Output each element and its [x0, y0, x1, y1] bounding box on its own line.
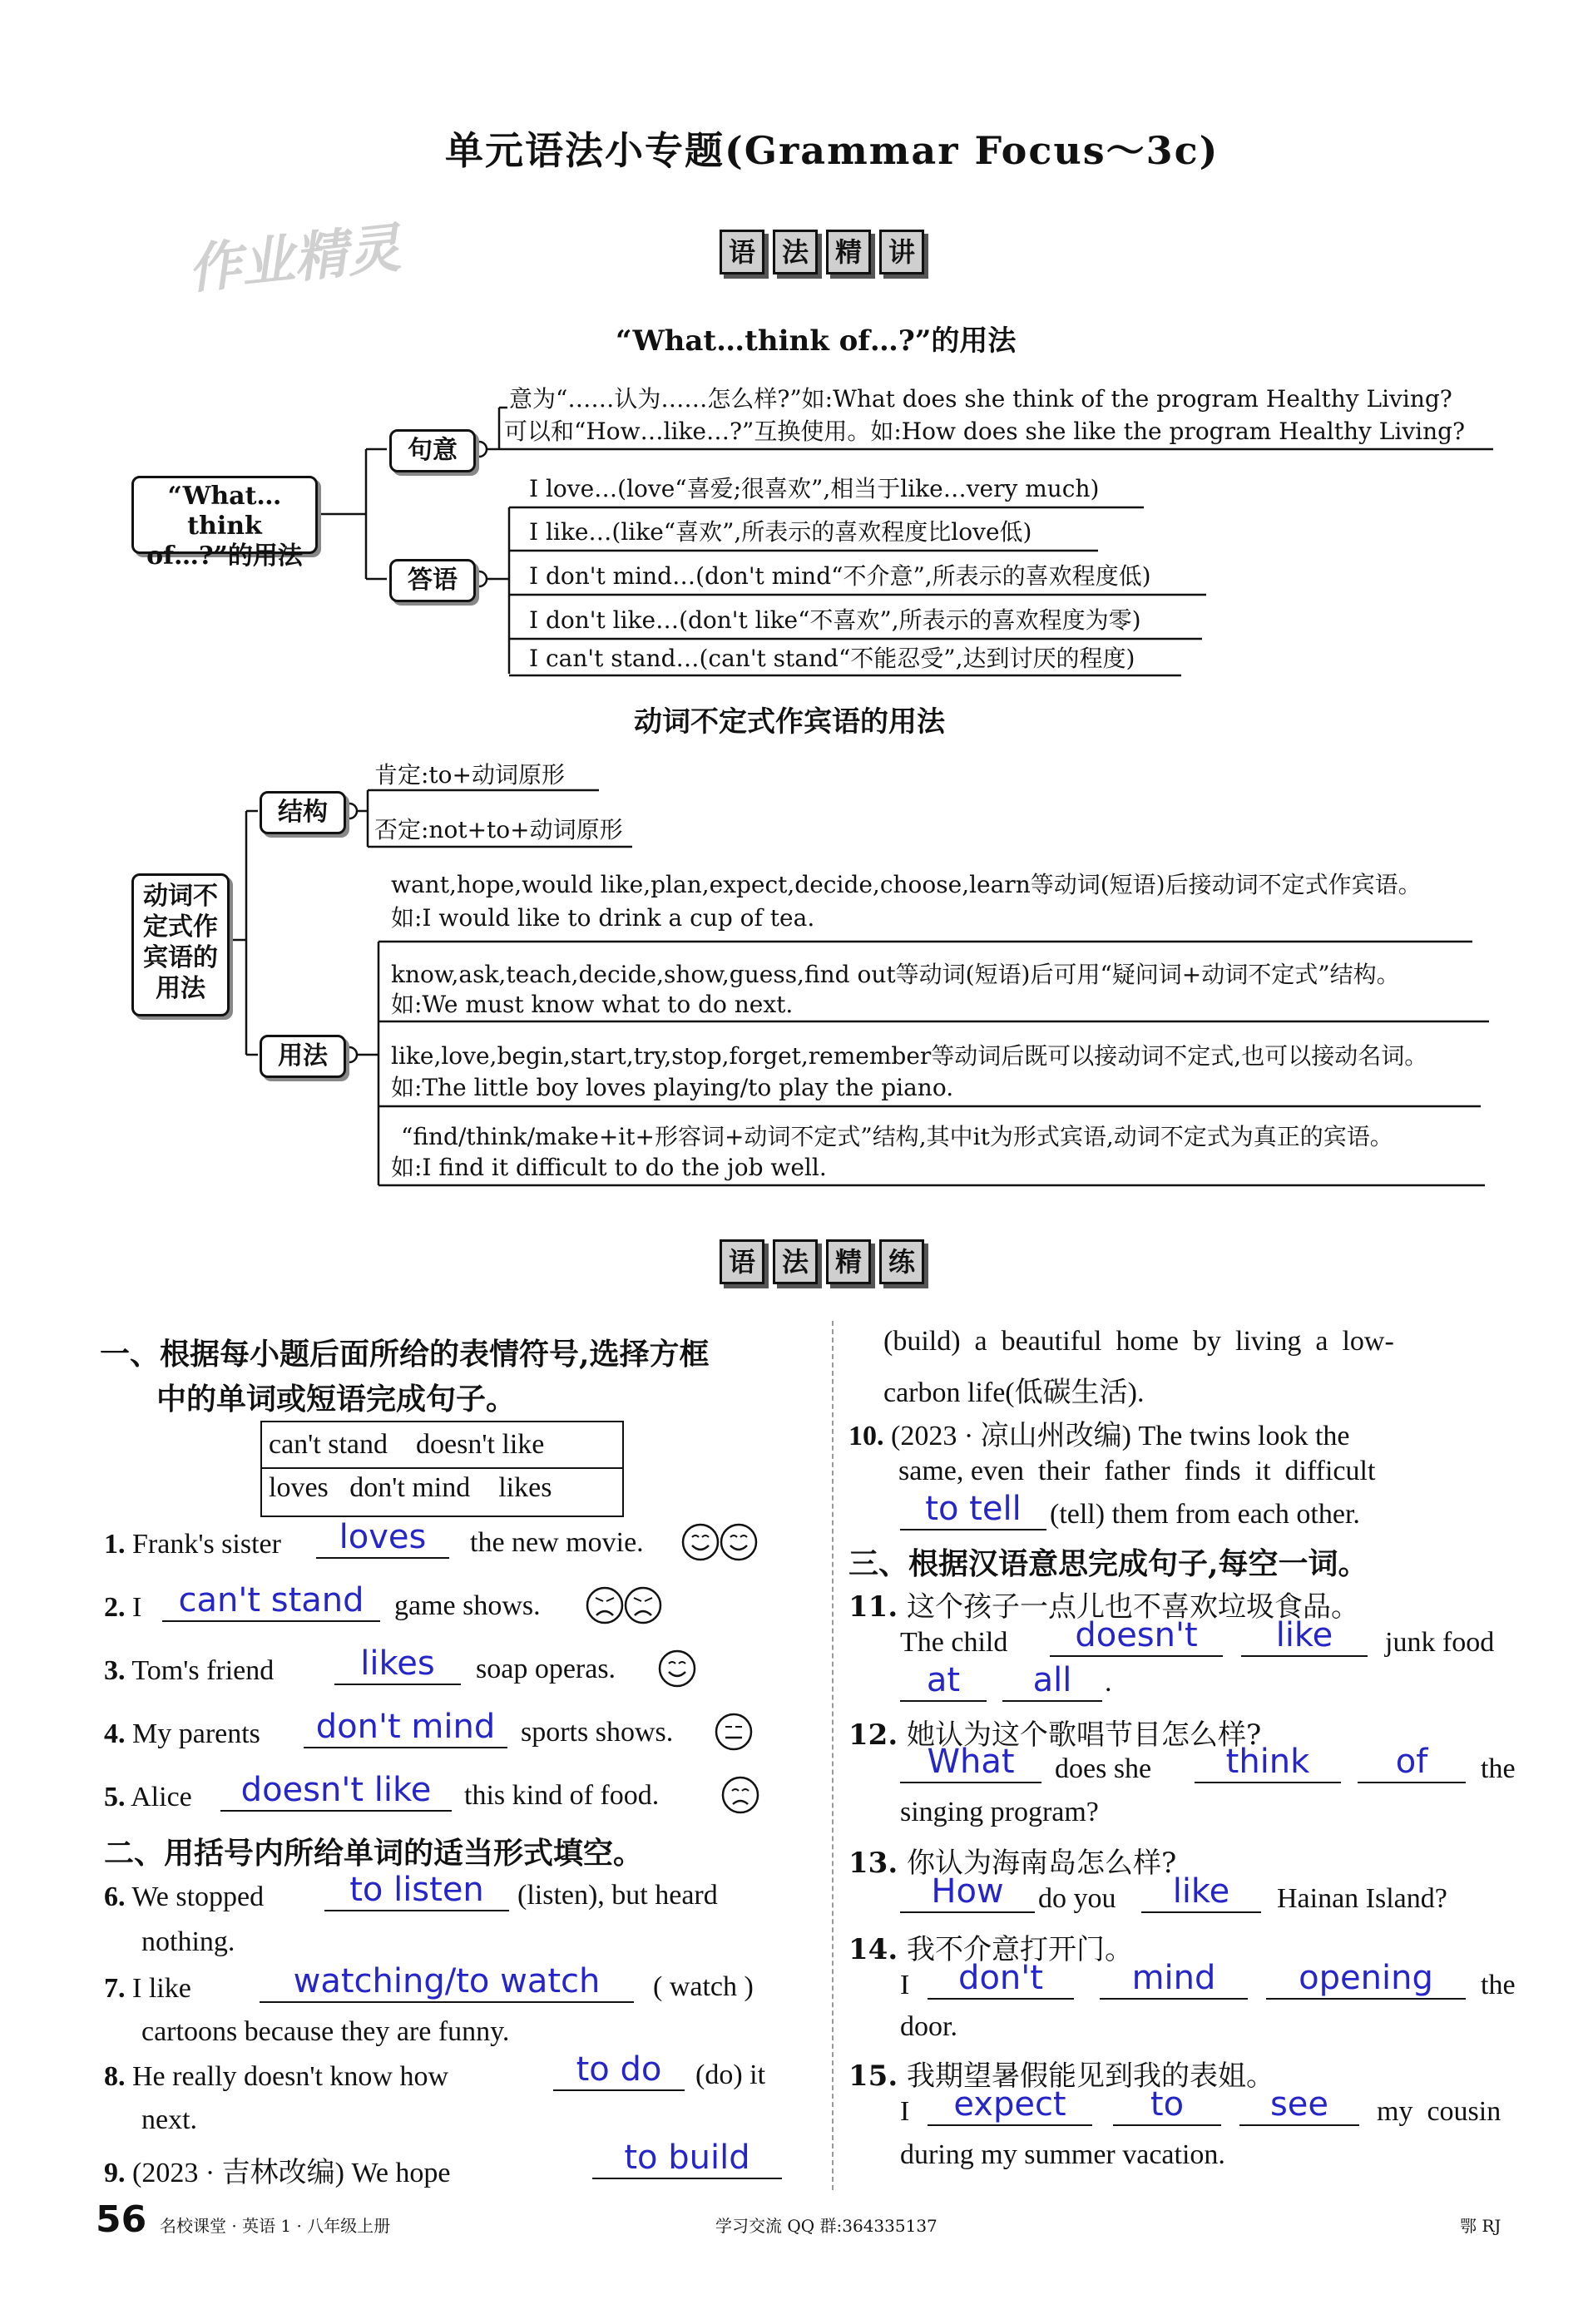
- question-4: [104, 1718, 260, 1750]
- usage-example: 如:I would like to drink a cup of tea.: [391, 904, 815, 932]
- q12-cont: singing program?: [900, 1797, 1099, 1827]
- usage-line: “find/think/make+it+形容词+动词不定式”结构,其中it为形式宾语,动词不定式为真正的宾语。: [401, 1123, 1393, 1150]
- q-text: Tom's friend: [131, 1655, 275, 1686]
- answer-blank-12a[interactable]: What: [900, 1743, 1041, 1783]
- structure-negative: 否定:not+to+动词原形: [374, 816, 623, 843]
- answer-blank-3[interactable]: likes: [334, 1645, 461, 1685]
- q12-post: the: [1481, 1753, 1516, 1784]
- structure-positive: 肯定:to+动词原形: [374, 761, 566, 789]
- answer-item: I love…(love“喜爱;很喜欢”,相当于like…very much): [529, 475, 1100, 502]
- usage-line: know,ask,teach,decide,show,guess,find out等动词(短语)后可用“疑问词+动词不定式”结构。: [391, 961, 1400, 988]
- header-char: 语: [720, 1239, 764, 1284]
- q6-cont: nothing.: [141, 1926, 235, 1957]
- header-char: 语: [720, 230, 764, 274]
- q-text: (2023 · 凉山州改编) The twins look the: [891, 1421, 1350, 1451]
- section-header-grammar-practice: [720, 1239, 924, 1284]
- q13-post: Hainan Island?: [1277, 1883, 1447, 1914]
- part3-heading: 三、根据汉语意思完成句子,每空一词。: [848, 1546, 1368, 1581]
- header-char: 讲: [879, 230, 924, 274]
- question-1: [104, 1529, 281, 1560]
- usage-example: 如:The little boy loves playing/to play the piano.: [391, 1074, 954, 1101]
- answer-blank-11a[interactable]: doesn't: [1050, 1617, 1223, 1657]
- branch-structure-node: 结构: [260, 791, 346, 834]
- part2-heading: 二、用括号内所给单词的适当形式填空。: [104, 1836, 644, 1871]
- q15-pre: I: [900, 2096, 910, 2127]
- answer-blank-13b[interactable]: like: [1141, 1873, 1261, 1913]
- question-6: [104, 1881, 264, 1913]
- q14-cont: door.: [900, 2011, 957, 2042]
- answer-blank-14a[interactable]: don't: [928, 1960, 1074, 2000]
- q-num: 5.: [104, 1782, 126, 1812]
- answer-blank-6[interactable]: to listen: [324, 1872, 509, 1911]
- answer-blank-14b[interactable]: mind: [1100, 1960, 1248, 2000]
- header-char: 精: [826, 230, 871, 274]
- answer-blank-5[interactable]: doesn't like: [220, 1772, 452, 1812]
- answer-blank-11d[interactable]: all: [1002, 1662, 1102, 1702]
- q1-tail: the new movie.: [470, 1527, 644, 1558]
- page-number: 56: [96, 2198, 147, 2241]
- q-text: I: [132, 1592, 142, 1623]
- q-num: 14.: [848, 1933, 898, 1966]
- q5-tail: this kind of food.: [464, 1780, 660, 1811]
- q-num: 15.: [848, 2059, 898, 2093]
- q-num: 3.: [104, 1655, 126, 1686]
- q-num: 13.: [848, 1847, 898, 1880]
- q-num: 7.: [104, 1973, 126, 2004]
- q3-tail: soap operas.: [476, 1654, 616, 1684]
- q-num: 12.: [848, 1718, 898, 1752]
- meaning-line-1: 意为“……认为……怎么样?”如:What does she think of the program Healthy Living?: [509, 385, 1452, 413]
- answer-blank-15c[interactable]: see: [1239, 2086, 1359, 2126]
- header-char: 精: [826, 1239, 871, 1284]
- q-cn: 我期望暑假能见到我的表姐。: [906, 2059, 1274, 2093]
- q-num: 8.: [104, 2061, 126, 2092]
- answer-blank-11c[interactable]: at: [900, 1662, 987, 1702]
- q-num: 1.: [104, 1529, 126, 1560]
- answer-blank-13a[interactable]: How: [900, 1873, 1035, 1913]
- q11-pre: The child: [900, 1627, 1008, 1658]
- happy-face-icon: [680, 1522, 720, 1562]
- q15-cont: during my summer vacation.: [900, 2139, 1225, 2170]
- branch-usage-node: 用法: [260, 1035, 346, 1078]
- page-title: 单元语法小专题(Grammar Focus～3c): [445, 128, 1219, 173]
- answer-blank-15a[interactable]: expect: [928, 2086, 1092, 2126]
- header-char: 练: [879, 1239, 924, 1284]
- usage-line: want,hope,would like,plan,expect,decide,choose,learn等动词(短语)后接动词不定式作宾语。: [391, 871, 1422, 898]
- q13-mid: do you: [1038, 1883, 1116, 1914]
- header-char: 法: [773, 1239, 818, 1284]
- word-box-row1: can't stand doesn't like: [269, 1429, 545, 1460]
- meaning-line-2: 可以和“How…like…?”互换使用。如:How does she like the program Healthy Living?: [504, 418, 1466, 445]
- part1-heading-line2: 中的单词或短语完成句子。: [156, 1382, 517, 1417]
- happy-face-icon: [719, 1522, 759, 1562]
- q-num: 2.: [104, 1592, 126, 1623]
- q-text: My parents: [132, 1718, 260, 1749]
- q-num: 9.: [104, 2158, 126, 2188]
- word-box-divider: [262, 1467, 622, 1469]
- topic1-heading: “What…think of…?”的用法: [616, 324, 1017, 358]
- word-box-row2: loves don't mind likes: [269, 1472, 552, 1503]
- question-3: [104, 1655, 274, 1687]
- word-box: [260, 1421, 624, 1517]
- q9-cont2: carbon life(低碳生活).: [883, 1377, 1145, 1408]
- answer-blank-12c[interactable]: of: [1358, 1743, 1466, 1783]
- q-text: He really doesn't know how: [132, 2061, 449, 2092]
- column-divider: [832, 1321, 834, 2190]
- watermark: 作业精灵: [185, 216, 403, 302]
- header-char: 法: [773, 230, 818, 274]
- q-cn: 这个孩子一点儿也不喜欢垃圾食品。: [906, 1590, 1359, 1624]
- answer-blank-11b[interactable]: like: [1241, 1617, 1368, 1657]
- q7-tail: ( watch ): [653, 1971, 754, 2002]
- usage-example: 如:We must know what to do next.: [391, 991, 794, 1018]
- branch-meaning-node: 句意: [389, 429, 476, 472]
- q9-cont: (build) a beautiful home by living a low-: [883, 1326, 1394, 1357]
- q-text: Frank's sister: [132, 1529, 281, 1560]
- answer-item: I can't stand…(can't stand“不能忍受”,达到讨厌的程度): [529, 645, 1135, 672]
- q-num: 6.: [104, 1881, 126, 1912]
- q15-post: my cousin: [1377, 2096, 1501, 2127]
- answer-blank-7[interactable]: watching/to watch: [260, 1963, 634, 2003]
- q-cn: 她认为这个歌唱节目怎么样?: [906, 1718, 1262, 1752]
- answer-blank-9[interactable]: to build: [592, 2139, 782, 2179]
- answer-item: I don't like…(don't like“不喜欢”,所表示的喜欢程度为零): [529, 606, 1141, 634]
- unhappy-face-icon: [623, 1585, 663, 1625]
- footer-qq-group: 学习交流 QQ 群:364335137: [715, 2216, 937, 2236]
- usage-example: 如:I find it difficult to do the job well.: [391, 1154, 827, 1181]
- answer-blank-4[interactable]: don't mind: [304, 1708, 507, 1748]
- usage-line: like,love,begin,start,try,stop,forget,remember等动词后既可以接动词不定式,也可以接动名词。: [391, 1042, 1428, 1070]
- footer-edition: 鄂 RJ: [1460, 2216, 1501, 2236]
- q-cn: 你认为海南岛怎么样?: [906, 1847, 1177, 1880]
- question-8: [104, 2061, 448, 2093]
- q-text: I like: [132, 1973, 191, 2004]
- question-5: [104, 1782, 192, 1813]
- q8-tail: (do) it: [695, 2059, 766, 2090]
- neutral-face-icon: [714, 1712, 754, 1752]
- question-2: [104, 1592, 141, 1624]
- answer-blank-14c[interactable]: opening: [1266, 1960, 1466, 2000]
- branch-answer-node: 答语: [389, 559, 476, 602]
- q6-tail: (listen), but heard: [517, 1880, 718, 1911]
- answer-blank-1[interactable]: loves: [316, 1519, 449, 1559]
- q-text: (2023 · 吉林改编) We hope: [132, 2158, 451, 2188]
- unhappy-face-icon: [585, 1585, 625, 1625]
- answer-blank-15b[interactable]: to: [1113, 2086, 1221, 2126]
- happy-face-icon: [657, 1649, 697, 1689]
- q8-cont: next.: [141, 2104, 198, 2135]
- answer-blank-10[interactable]: to tell: [900, 1491, 1046, 1530]
- answer-item: I like…(like“喜欢”,所表示的喜欢程度比love低): [529, 518, 1032, 546]
- part1-heading-line1: 一、根据每小题后面所给的表情符号,选择方框: [100, 1337, 710, 1372]
- answer-blank-12b[interactable]: think: [1195, 1743, 1341, 1783]
- q11-end: .: [1105, 1667, 1112, 1698]
- q14-pre: I: [900, 1970, 910, 2000]
- q7-cont: cartoons because they are funny.: [141, 2016, 510, 2047]
- topic1-root-node: “What…think of…?”的用法: [131, 476, 318, 554]
- question-9: [104, 2149, 451, 2190]
- q-num: 10.: [848, 1421, 884, 1451]
- footer-book-title: 名校课堂 · 英语 1 · 八年级上册: [160, 2216, 391, 2236]
- q-text: Alice: [131, 1782, 192, 1812]
- topic2-heading: 动词不定式作宾语的用法: [634, 705, 945, 739]
- question-7: [104, 1973, 191, 2005]
- q2-tail: game shows.: [394, 1590, 541, 1621]
- q-text: We stopped: [131, 1881, 265, 1912]
- q12-mid: does she: [1055, 1753, 1152, 1784]
- answer-item: I don't mind…(don't mind“不介意”,所表示的喜欢程度低): [529, 562, 1151, 590]
- q-num: 11.: [848, 1590, 898, 1624]
- q14-post: the: [1481, 1970, 1516, 2000]
- q-num: 4.: [104, 1718, 126, 1749]
- topic2-root-node: 动词不定式作宾语的用法: [131, 873, 230, 1016]
- sad-face-icon: [720, 1775, 760, 1815]
- question-10: [848, 1412, 1350, 1453]
- q11-post: junk food: [1385, 1627, 1495, 1658]
- q4-tail: sports shows.: [521, 1717, 674, 1748]
- q10-tail: (tell) them from each other.: [1050, 1499, 1360, 1530]
- answer-blank-8[interactable]: to do: [553, 2051, 685, 2091]
- answer-blank-2[interactable]: can't stand: [162, 1582, 380, 1622]
- q10-line2: same, even their father finds it difficult: [898, 1456, 1376, 1486]
- q-cn: 我不介意打开门。: [906, 1933, 1133, 1966]
